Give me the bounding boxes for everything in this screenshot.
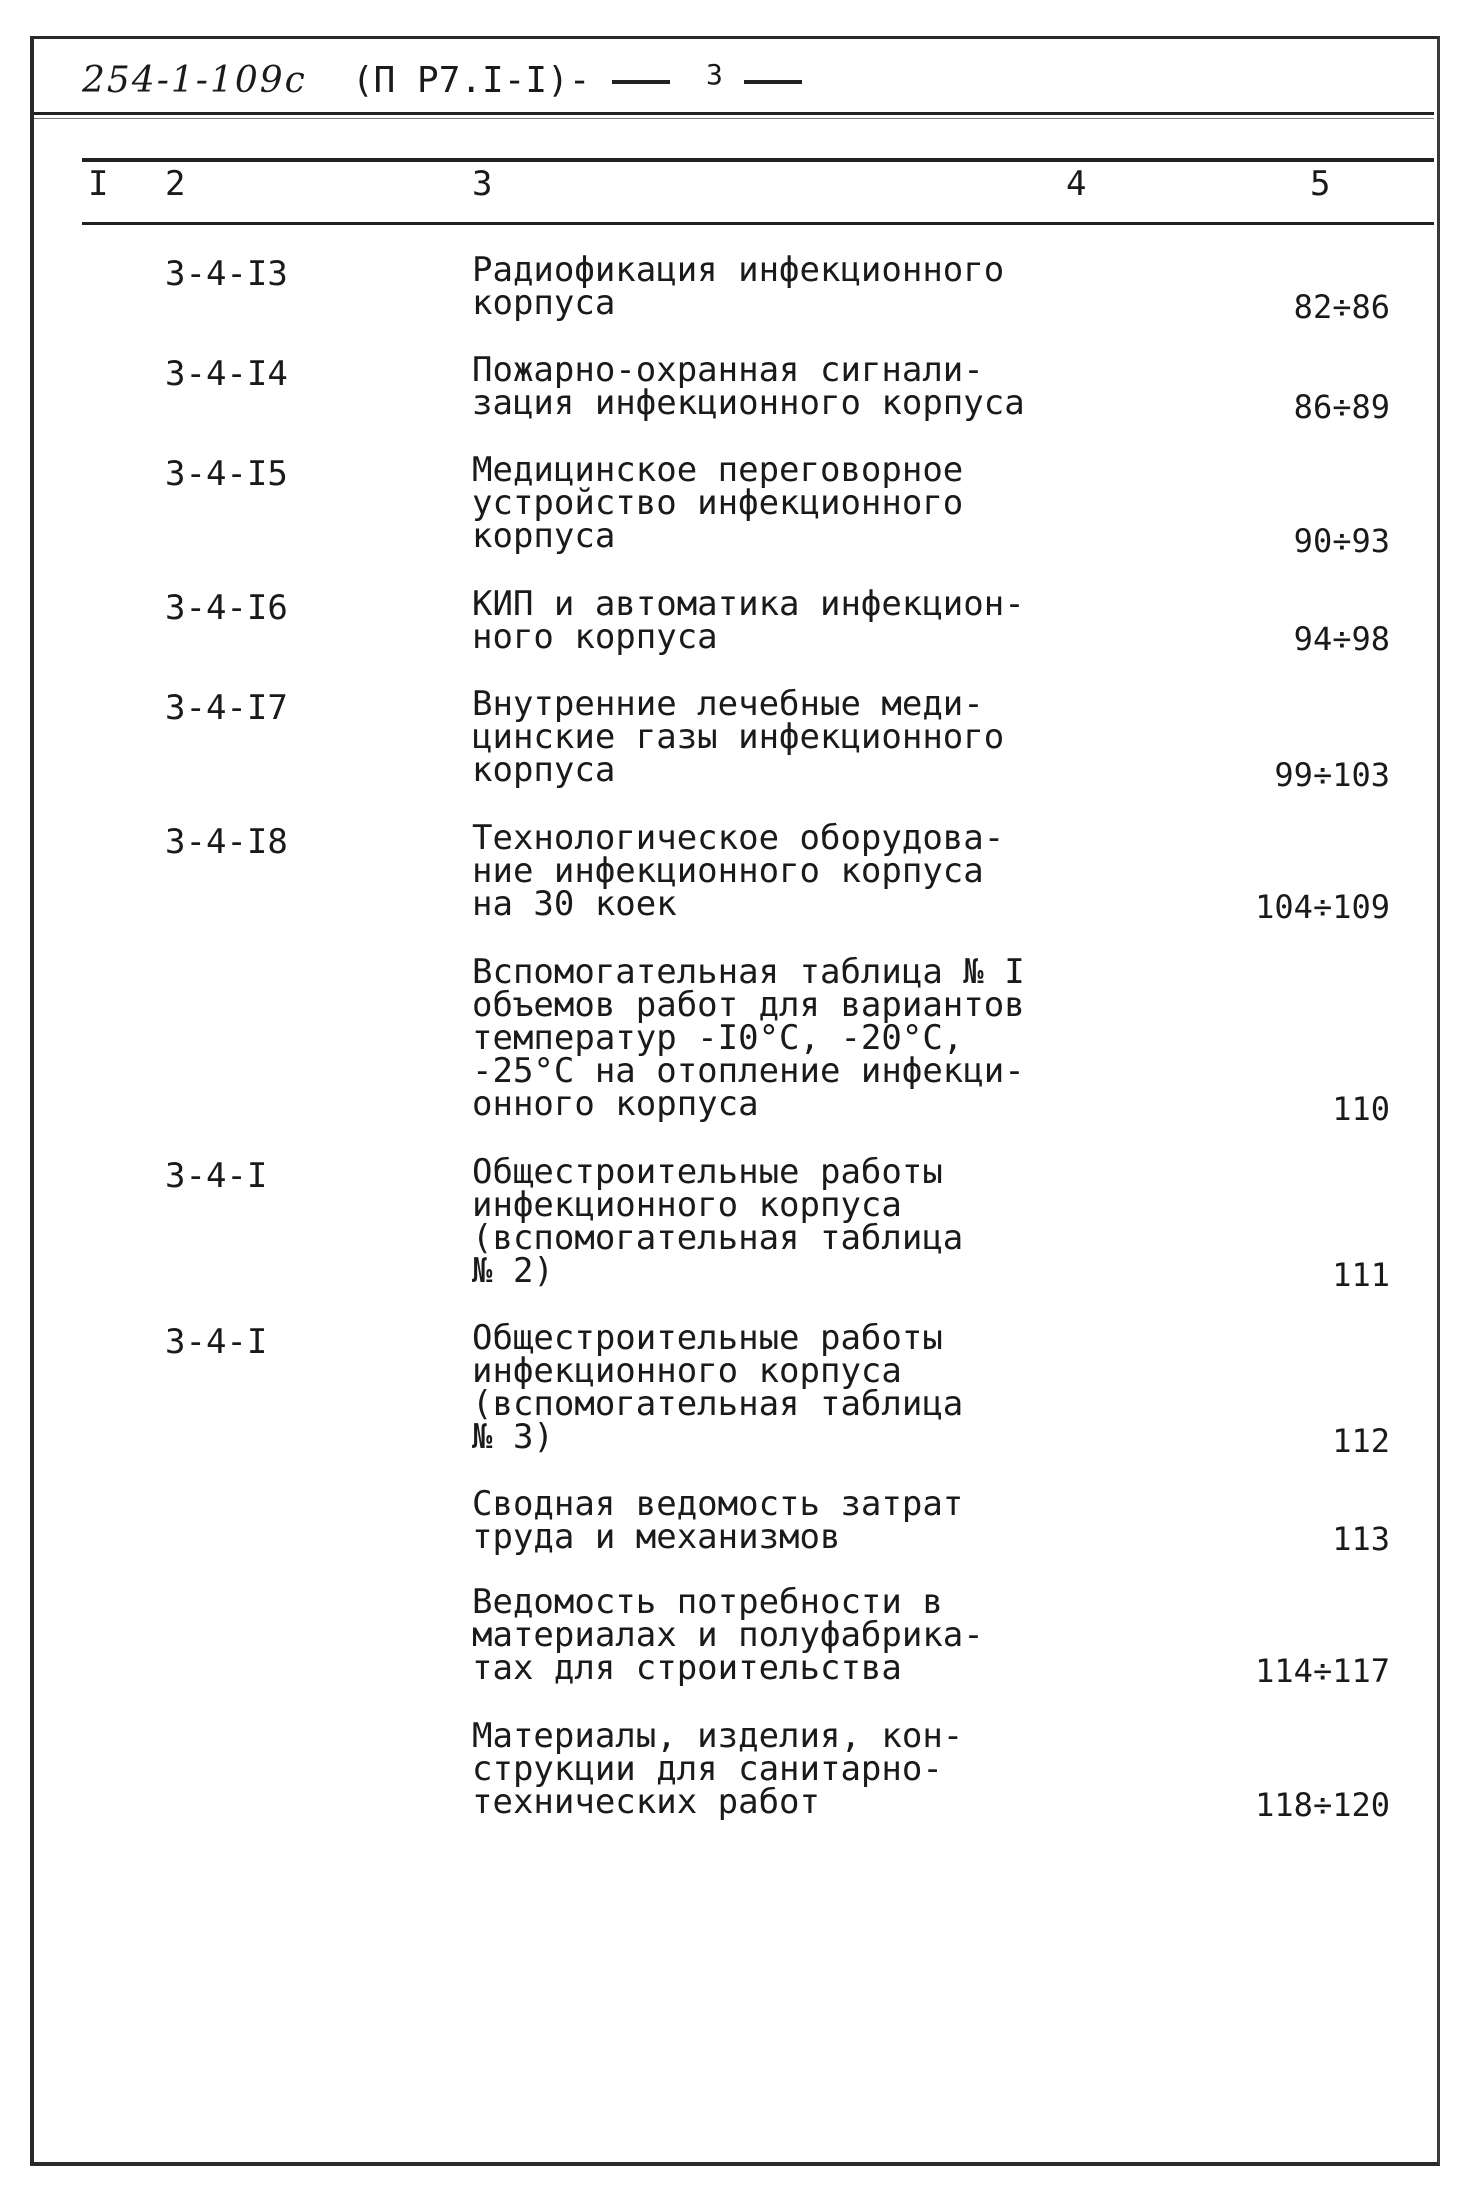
- row-pages: 90÷93: [1293, 522, 1390, 560]
- row-title: Пожарно-охранная сигнали- зация инфекционного корпуса: [472, 350, 1025, 423]
- row-code: 3-4-I8: [165, 822, 288, 862]
- column-header-5: 5: [1310, 164, 1331, 204]
- row-pages: 110: [1332, 1090, 1390, 1128]
- row-code: 3-4-I6: [165, 588, 288, 628]
- row-title: Радиофикация инфекционного корпуса: [472, 250, 1005, 323]
- document-code: 254-1-109с: [82, 60, 307, 101]
- page-dash-left: [612, 80, 670, 84]
- row-title: Ведомость потребности в материалах и полуфабрика- тах для строительства: [472, 1582, 984, 1688]
- document-reference: (П Р7.I-I)-: [352, 60, 591, 101]
- row-pages: 114÷117: [1255, 1652, 1390, 1690]
- row-code: 3-4-I4: [165, 354, 288, 394]
- row-pages: 112: [1332, 1422, 1390, 1460]
- row-pages: 82÷86: [1293, 288, 1390, 326]
- row-pages: 86÷89: [1293, 388, 1390, 426]
- row-pages: 113: [1332, 1520, 1390, 1558]
- column-header-2: 2: [165, 164, 186, 204]
- row-title: Материалы, изделия, кон- струкции для санитарно- технических работ: [472, 1716, 964, 1822]
- row-code: 3-4-I3: [165, 254, 288, 294]
- column-header-bottom-rule: [82, 222, 1434, 225]
- row-code: 3-4-I7: [165, 688, 288, 728]
- row-code: 3-4-I: [165, 1156, 268, 1196]
- page-dash-right: [744, 80, 802, 84]
- row-title: Технологическое оборудова- ние инфекционного корпуса на 30 коек: [472, 818, 1005, 924]
- row-title: КИП и автоматика инфекцион- ного корпуса: [472, 584, 1025, 657]
- row-pages: 94÷98: [1293, 620, 1390, 658]
- row-pages: 111: [1332, 1256, 1390, 1294]
- column-header-3: 3: [472, 164, 493, 204]
- header-rule: [34, 112, 1434, 115]
- row-title: Общестроительные работы инфекционного корпуса (вспомогательная таблица № 2): [472, 1152, 964, 1291]
- row-title: Медицинское переговорное устройство инфекционного корпуса: [472, 450, 964, 556]
- row-pages: 99÷103: [1274, 756, 1390, 794]
- row-code: 3-4-I: [165, 1322, 268, 1362]
- row-pages: 104÷109: [1255, 888, 1390, 926]
- row-title: Общестроительные работы инфекционного корпуса (вспомогательная таблица № 3): [472, 1318, 964, 1457]
- row-title: Сводная ведомость затрат труда и механизмов: [472, 1484, 964, 1557]
- column-header-4: 4: [1066, 164, 1087, 204]
- header-rule-thin: [34, 118, 1434, 119]
- row-code: 3-4-I5: [165, 454, 288, 494]
- column-header-top-rule: [82, 158, 1434, 162]
- row-title: Внутренние лечебные меди- цинские газы инфекционного корпуса: [472, 684, 1005, 790]
- row-pages: 118÷120: [1255, 1786, 1390, 1824]
- column-header-1: I: [88, 164, 109, 204]
- row-title: Вспомогательная таблица № I объемов работ для вариантов температур -I0°С, -20°С, -25°С на отопление инфекци- онного корпуса: [472, 952, 1025, 1124]
- page-number: 3: [706, 58, 723, 91]
